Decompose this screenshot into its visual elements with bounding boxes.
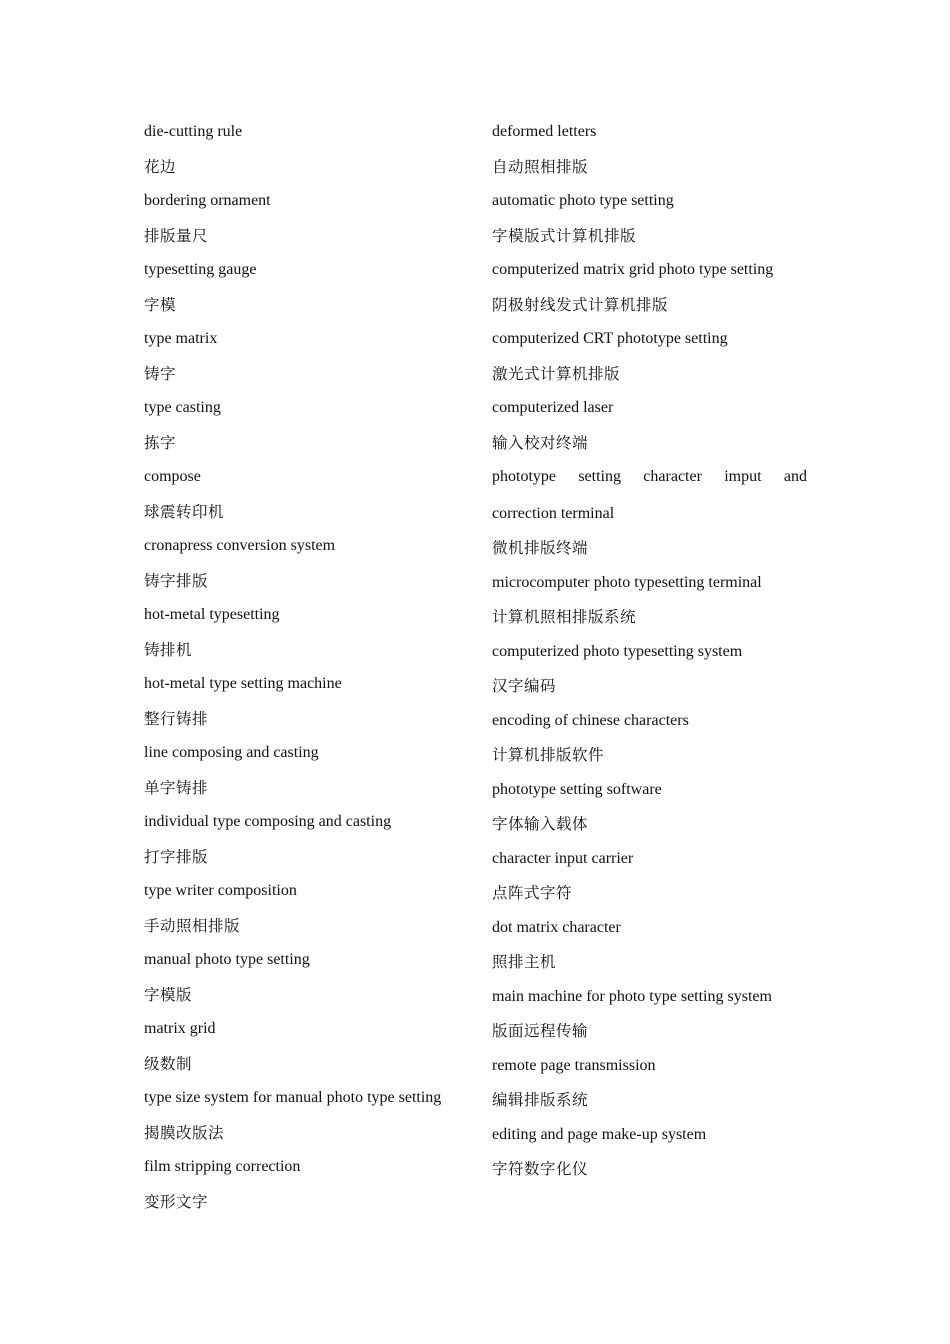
term-zh: 单字铸排: [144, 778, 209, 797]
term-zh: 手动照相排版: [144, 916, 241, 935]
term-zh: 排版量尺: [144, 226, 209, 245]
term-en: encoding of chinese characters: [492, 711, 689, 729]
term-en: typesetting gauge: [144, 261, 257, 278]
term-zh: 激光式计算机排版: [492, 364, 621, 383]
term-en: hot-metal typesetting: [144, 606, 280, 623]
term-zh: 铸排机: [144, 640, 193, 659]
term-en: character input carrier: [492, 849, 634, 867]
term-en: computerized photo typesetting system: [492, 642, 743, 660]
term-en: compose: [144, 468, 201, 485]
term-zh: 打字排版: [144, 847, 209, 866]
term-en: editing and page make-up system: [492, 1125, 707, 1143]
term-zh: 铸字: [144, 364, 177, 383]
term-en: deformed letters: [492, 123, 597, 140]
term-zh: 铸字排版: [144, 571, 209, 590]
term-en: type size system for manual photo type setting: [144, 1089, 442, 1106]
term-en: individual type composing and casting: [144, 813, 392, 830]
term-zh: 字符数字化仪: [492, 1160, 589, 1178]
term-en: computerized matrix grid photo type setting: [492, 261, 774, 278]
term-zh: 阴极射线发式计算机排版: [492, 295, 669, 314]
term-en: line composing and casting: [144, 744, 319, 761]
term-zh: 照排主机: [492, 953, 557, 971]
term-zh: 字模版式计算机排版: [492, 226, 637, 245]
term-en: phototype setting software: [492, 780, 662, 798]
term-zh: 自动照相排版: [492, 157, 589, 176]
term-en: computerized laser: [492, 399, 614, 416]
term-en-justified: phototype setting character imput and: [492, 468, 807, 485]
term-en: hot-metal type setting machine: [144, 675, 342, 692]
term-zh: 变形文字: [144, 1192, 209, 1211]
term-en: dot matrix character: [492, 918, 621, 936]
term-zh: 球震转印机: [144, 502, 225, 521]
term-en: automatic photo type setting: [492, 192, 674, 209]
term-zh: 级数制: [144, 1054, 193, 1073]
term-en: main machine for photo type setting system: [492, 987, 772, 1005]
term-en: die-cutting rule: [144, 123, 243, 140]
term-zh: 拣字: [144, 433, 177, 452]
term-zh: 汉字编码: [492, 677, 557, 695]
term-zh: 整行铸排: [144, 709, 209, 728]
term-en: cronapress conversion system: [144, 537, 336, 554]
term-zh: 微机排版终端: [492, 539, 589, 557]
term-en: microcomputer photo typesetting terminal: [492, 573, 762, 591]
term-en: film stripping correction: [144, 1158, 301, 1175]
term-zh: 版面远程传输: [492, 1022, 589, 1040]
left-column: [144, 122, 474, 1226]
term-zh: 花边: [144, 157, 177, 176]
term-en: manual photo type setting: [144, 951, 310, 968]
term-zh: 编辑排版系统: [492, 1091, 589, 1109]
term-en: computerized CRT phototype setting: [492, 330, 728, 347]
right-column: [492, 122, 807, 1194]
term-zh: 计算机排版软件: [492, 746, 605, 764]
term-zh: 字模版: [144, 985, 193, 1004]
term-en: bordering ornament: [144, 192, 271, 209]
term-en: matrix grid: [144, 1020, 216, 1037]
term-en: type writer composition: [144, 882, 297, 899]
term-zh: 点阵式字符: [492, 884, 573, 902]
term-zh: 字体输入载体: [492, 815, 589, 833]
term-en: type casting: [144, 399, 221, 416]
term-zh: 字模: [144, 295, 177, 314]
term-en: type matrix: [144, 330, 218, 347]
term-en: correction terminal: [492, 504, 615, 522]
term-zh: 输入校对终端: [492, 433, 589, 452]
term-zh: 揭膜改版法: [144, 1123, 225, 1142]
term-en: remote page transmission: [492, 1056, 656, 1074]
term-zh: 计算机照相排版系统: [492, 608, 637, 626]
